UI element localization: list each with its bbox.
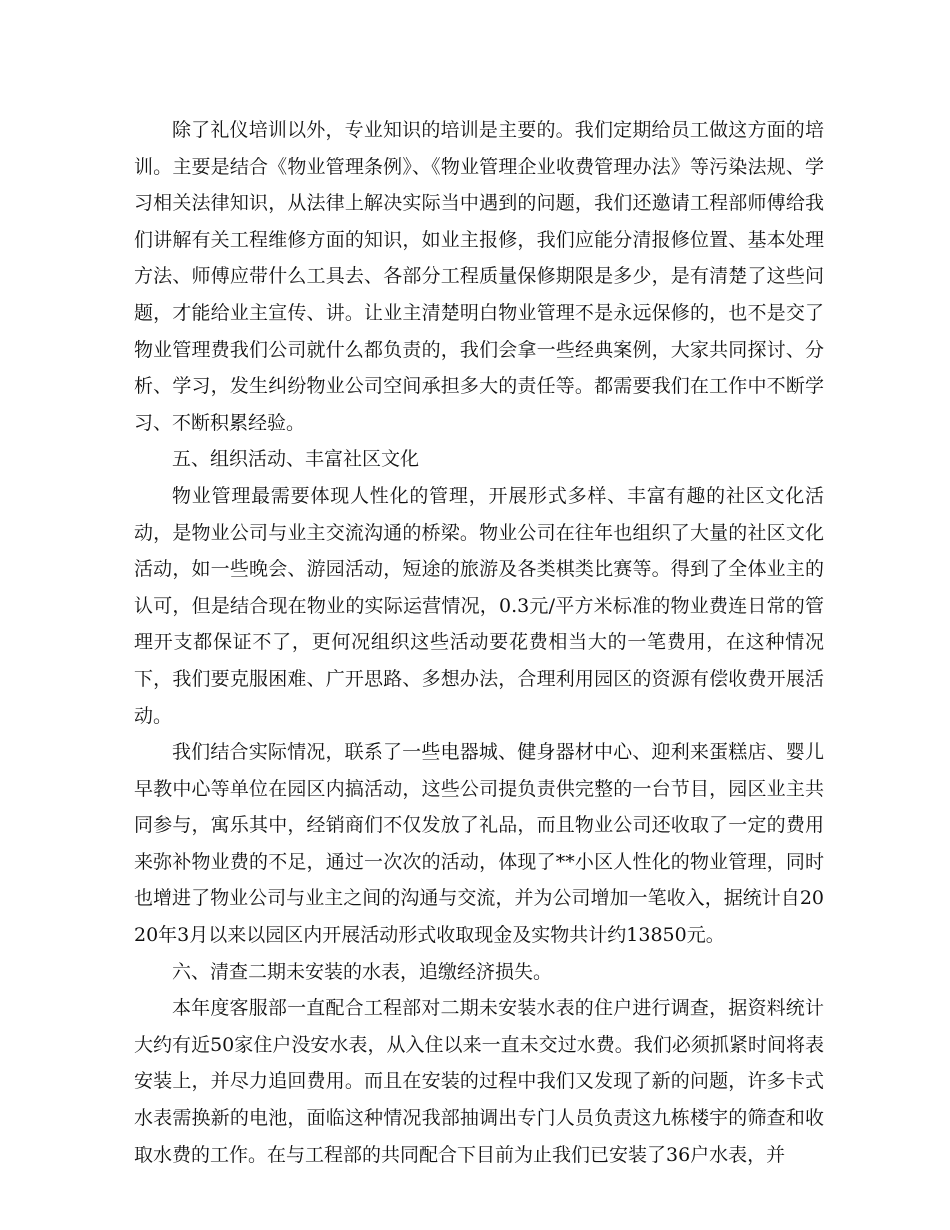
paragraph-training: 除了礼仪培训以外，专业知识的培训是主要的。我们定期给员工做这方面的培训。主要是结合《物业管理条例》、《物业管理企业收费管理办法》等污染法规、学习相关法律知识，从法律上解决实际当中遇到的问题，我们还邀请工程部师傅给我们讲解有关工程维修方面的知识，如业主报修，我们应能分清报修位置、基本处理方法、师傅应带什么工具去、各部分工程质量保修期限是多少，是有清楚了这些问题，才能给业主宣传、讲。让业主清楚明白物业管理不是永远保修的，也不是交了物业管理费我们公司就什么都负责的，我们会拿一些经典案例，大家共同探讨、分析、学习，发生纠纷物业公司空间承担多大的责任等。都需要我们在工作中不断学习、不断积累经验。 (134, 119, 824, 434)
section-heading-5: 五、组织活动、丰富社区文化 (172, 448, 420, 471)
paragraph-community-culture: 物业管理最需要体现人性化的管理，开展形式多样、丰富有趣的社区文化活动，是物业公司与业主交流沟通的桥梁。物业公司在往年也组织了大量的社区文化活动，如一些晚会、游园活动，短途的旅游及各类棋类比赛等。得到了全体业主的认可，但是结合现在物业的实际运营情况，0.3元/平方米标准的物业费连日常的管理开支都保证不了，更何况组织这些活动要花费相当大的一笔费用，在这种情况下，我们要克服困难、广开思路、多想办法，合理利用园区的资源有偿收费开展活动。 (134, 484, 824, 727)
paragraph-activities-income: 我们结合实际情况，联系了一些电器城、健身器材中心、迎利来蛋糕店、婴儿早教中心等单位在园区内搞活动，这些公司提负责供完整的一台节目，园区业主共同参与，寓乐其中，经销商们不仅发放了礼品，而且物业公司还收取了一定的费用来弥补物业费的不足，通过一次次的活动，体现了**小区人性化的物业管理，同时也增进了物业公司与业主之间的沟通与交流，并为公司增加一笔收入，据统计自2020年3月以来以园区内开展活动形式收取现金及实物共计约13850元。 (134, 741, 824, 947)
document-body (134, 112, 824, 1173)
section-heading-6: 六、清查二期未安装的水表，追缴经济损失。 (172, 960, 553, 983)
paragraph-water-meters: 本年度客服部一直配合工程部对二期未安装水表的住户进行调查，据资料统计大约有近50家住户没安水表，从入住以来一直未交过水费。我们必须抓紧时间将表安装上，并尽力追回费用。而且在安装的过程中我们又发现了新的问题，许多卡式水表需换新的电池，面临这种情况我部抽调出专门人员负责这九栋楼宇的筛查和收取水费的工作。在与工程部的共同配合下目前为止我们已安装了36户水表，并 (134, 997, 824, 1166)
